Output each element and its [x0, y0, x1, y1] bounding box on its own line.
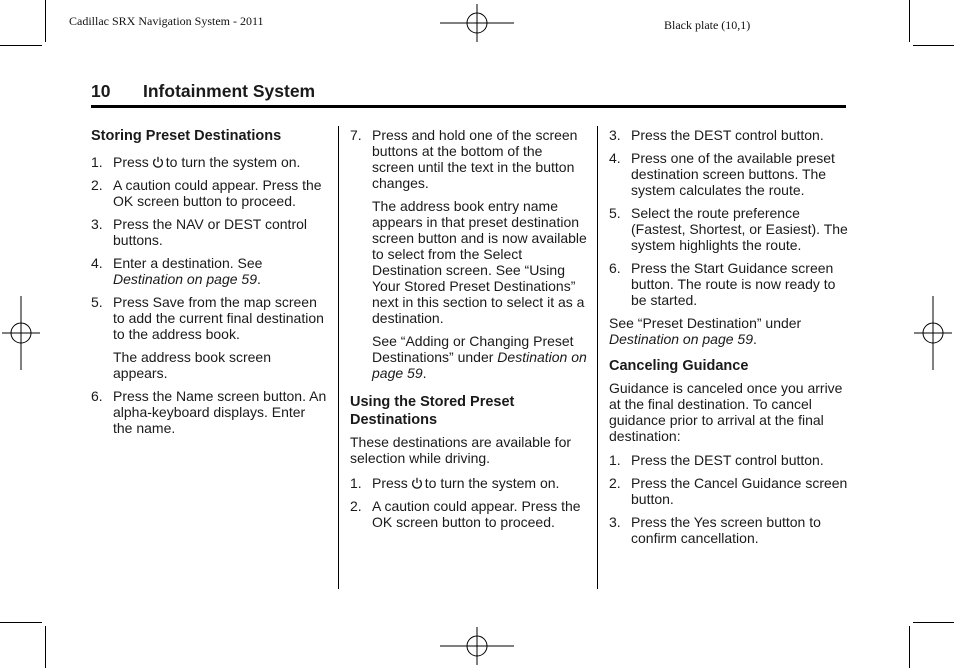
crop-mark	[0, 45, 42, 46]
section-title: Infotainment System	[143, 81, 316, 101]
plate-label: Black plate (10,1)	[664, 18, 751, 32]
registration-mark-left	[2, 296, 40, 370]
list-item: 1. Press the DEST control button.	[609, 452, 824, 468]
crop-mark	[45, 0, 46, 42]
heading-using-stored-preset: Using the Stored Preset Destinations	[350, 394, 515, 428]
column-divider	[338, 126, 339, 589]
intro-text: Guidance is canceled once you arrive at the final destination. To cancel guidance prior to arrival at the final destination:	[609, 380, 843, 444]
crop-mark	[0, 622, 42, 623]
column-divider	[597, 126, 598, 589]
step-list	[91, 388, 327, 436]
crop-mark	[913, 622, 954, 623]
doc-title: Cadillac SRX Navigation System - 2011	[69, 14, 264, 28]
step-list	[609, 452, 849, 546]
list-item: 3. Press the NAV or DEST control buttons.	[91, 216, 307, 248]
column-3	[609, 127, 849, 553]
registration-mark-right	[914, 296, 952, 370]
list-item: 4. Press one of the available preset destination screen buttons. The system calculates the route.	[609, 150, 835, 198]
intro-text: These destinations are available for selection while driving.	[350, 434, 572, 466]
list-item: 7. Press and hold one of the screen buttons at the bottom of the screen until the text in the button changes.	[350, 127, 578, 191]
page-reference: Destination on page 59	[372, 349, 587, 381]
heading-canceling-guidance: Canceling Guidance	[609, 358, 749, 374]
registration-mark-top	[440, 4, 514, 42]
list-item: 1. Press to turn the system on.	[350, 475, 560, 491]
list-item: 2. A caution could appear. Press the OK screen button to proceed.	[91, 177, 322, 209]
heading-storing-preset: Storing Preset Destinations	[91, 128, 282, 144]
crop-mark	[909, 626, 910, 668]
page-number: 10	[91, 81, 111, 101]
page-reference: Destination on page 59	[609, 331, 753, 347]
crop-mark	[909, 0, 910, 42]
list-item: 4. Enter a destination. See Destination on page 59.	[91, 255, 263, 287]
step-list	[609, 127, 849, 308]
list-item: 2. A caution could appear. Press the OK screen button to proceed.	[350, 498, 581, 530]
list-item: 5. Select the route preference (Fastest, Shortest, or Easiest). The system highlights the route.	[609, 205, 848, 253]
list-item: 2. Press the Cancel Guidance screen button.	[609, 475, 848, 507]
power-icon	[152, 156, 164, 168]
step-note: The address book screen appears.	[113, 349, 271, 381]
step-list	[350, 475, 588, 530]
list-item: 6. Press the Name screen button. An alpha-keyboard displays. Enter the name.	[91, 388, 327, 436]
section-header	[91, 80, 846, 108]
step-note: See “Adding or Changing Preset Destinations” under Destination on page 59.	[372, 333, 587, 381]
list-item: 1. Press to turn the system on.	[91, 154, 301, 170]
list-item: 3. Press the Yes screen button to confirm cancellation.	[609, 514, 821, 546]
column-1	[91, 127, 327, 443]
crop-mark	[45, 626, 46, 668]
list-item: 5. Press Save from the map screen to add the current final destination to the address book.	[91, 294, 324, 342]
list-item: 6. Press the Start Guidance screen button. The route is now ready to be started.	[609, 260, 836, 308]
column-2	[350, 127, 588, 537]
crop-mark	[913, 45, 954, 46]
step-list	[350, 127, 588, 191]
step-note: The address book entry name appears in that preset destination screen button and is now available to select from the Select Destination screen. See “Using Your Stored Preset Destinations” next in this section to select it as a destination.	[372, 198, 587, 326]
list-item: 3. Press the DEST control button.	[609, 127, 824, 143]
page-reference: Destination on page 59	[113, 271, 257, 287]
registration-mark-bottom	[440, 627, 514, 665]
step-list	[91, 154, 327, 342]
power-icon	[411, 477, 423, 489]
see-also: See “Preset Destination” under Destination on page 59.	[609, 315, 802, 347]
